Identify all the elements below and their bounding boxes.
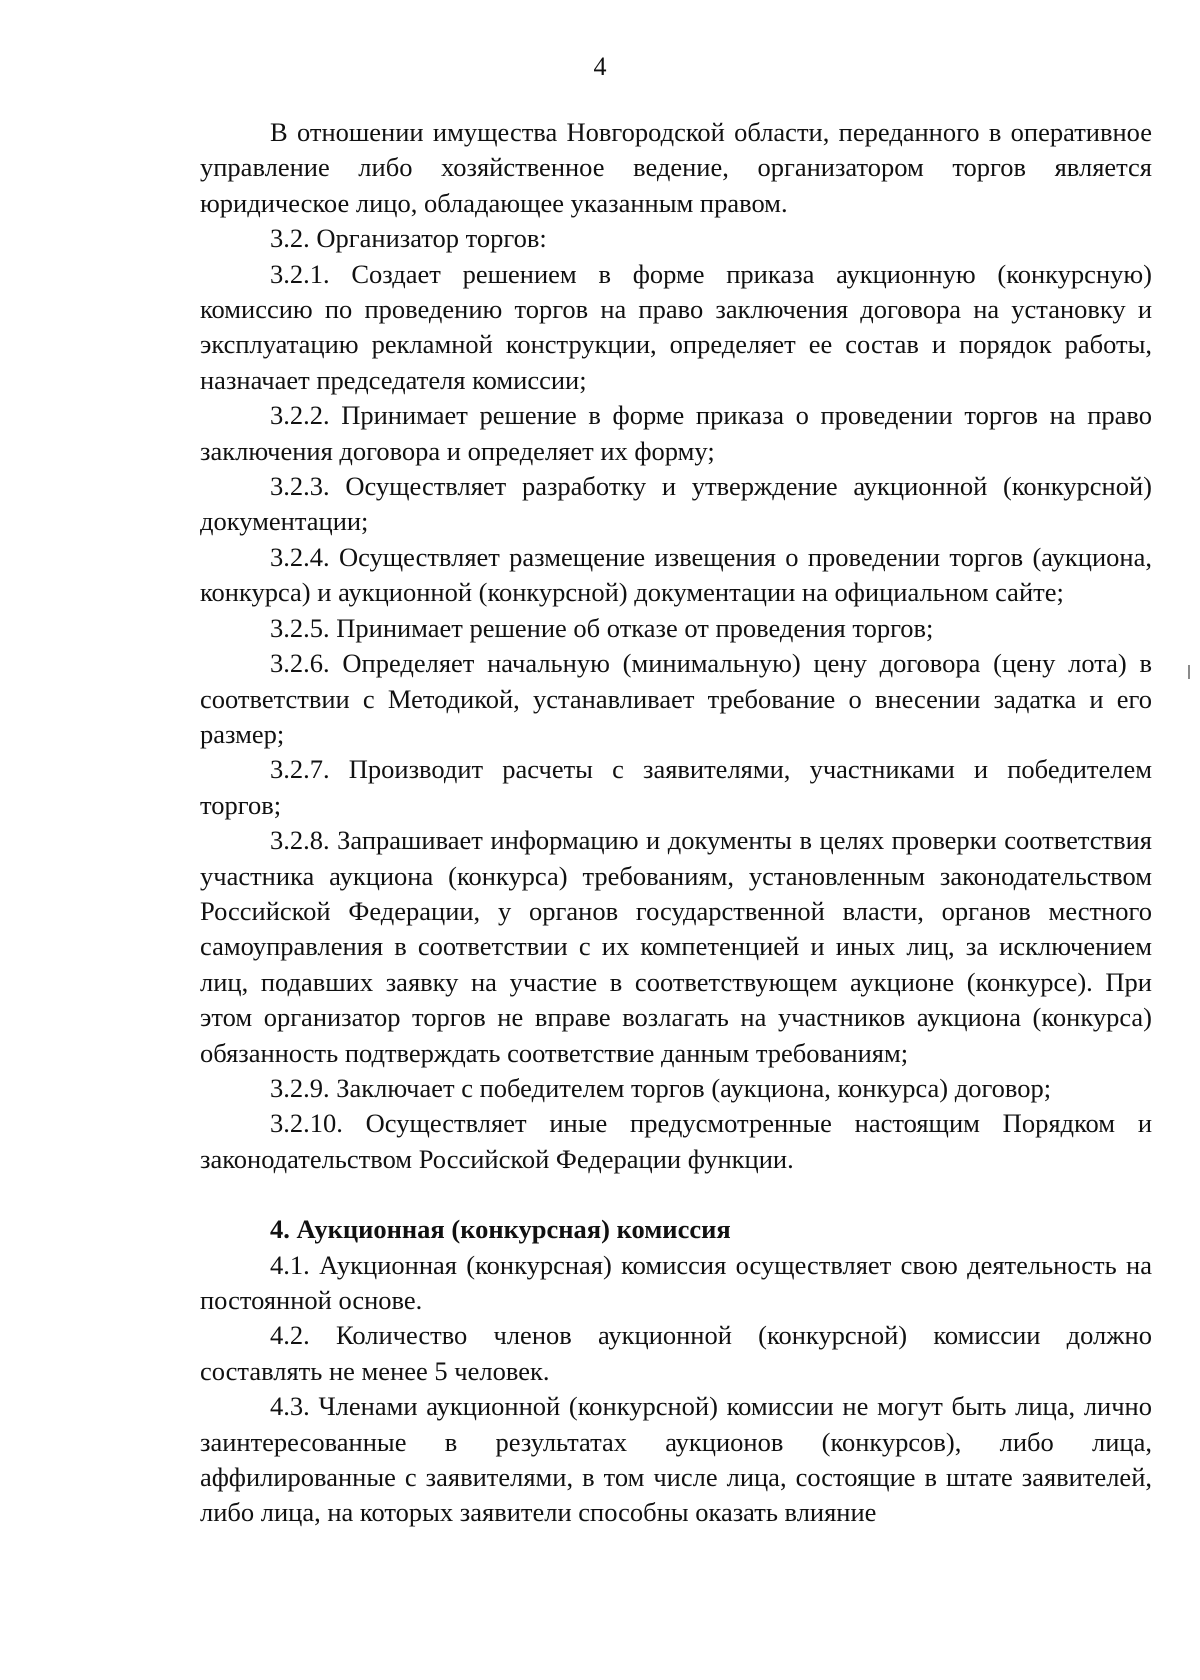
paragraph-3-2-6: 3.2.6. Определяет начальную (минимальную) цену договора (цену лота) в соответствии с Методикой, устанавливает требование о внесении задатка и его размер; <box>200 648 1152 749</box>
paragraph-3-2-8: 3.2.8. Запрашивает информацию и документы в целях проверки соответствия участника аукциона (конкурса) требованиям, установленным законодательством Российской Федерации, у органов государственной власти, органов местного самоуправления в соответствии с их компетенцией и иных лиц, за исключением лиц, подавших заявку на участие в соответствующем аукционе (конкурсе). При этом организатор торгов не вправе возлагать на участников аукциона (конкурса) обязанность подтверждать соответствие данным требованиям; <box>200 825 1152 1068</box>
paragraph-3-2-9: 3.2.9. Заключает с победителем торгов (аукциона, конкурса) договор; <box>270 1072 1052 1103</box>
paragraph-3-2-3: 3.2.3. Осуществляет разработку и утверждение аукционной (конкурсной) документации; <box>200 471 1152 537</box>
paragraph-4-2: 4.2. Количество членов аукционной (конкурсной) комиссии должно составлять не менее 5 человек. <box>200 1320 1152 1386</box>
paragraph-3-2-4: 3.2.4. Осуществляет размещение извещения о проведении торгов (аукциона, конкурса) и аукционной (конкурсной) документации на официальном сайте; <box>200 541 1152 608</box>
paragraph-intro: В отношении имущества Новгородской области, переданного в оперативное управление либо хозяйственное ведение, организатором торгов является юридическое лицо, обладающее указанным правом. <box>200 117 1152 218</box>
paragraph-4-3: 4.3. Членами аукционной (конкурсной) комиссии не могут быть лица, лично заинтересованные в результатах аукционов (конкурсов), либо лица, аффилированные с заявителями, в том числе лица, состоящие в штате заявителей, либо лица, на которых заявители способны оказать влияние <box>200 1391 1152 1528</box>
document-body <box>200 115 1152 1531</box>
paragraph-3-2-5: 3.2.5. Принимает решение об отказе от проведения торгов; <box>270 612 934 643</box>
paragraph-3-2-1: 3.2.1. Создает решением в форме приказа аукционную (конкурсную) комиссию по проведению торгов на право заключения договора на установку и эксплуатацию рекламной конструкции, определяет ее состав и порядок работы, назначает председателя комиссии; <box>200 258 1152 395</box>
paragraph-3-2-2: 3.2.2. Принимает решение в форме приказа о проведении торгов на право заключения договора и определяет их форму; <box>200 400 1152 466</box>
paragraph-3-2-10: 3.2.10. Осуществляет иные предусмотренные настоящим Порядком и законодательством Российской Федерации функции. <box>200 1108 1152 1174</box>
paragraph-3-2: 3.2. Организатор торгов: <box>270 223 547 254</box>
page-number: 4 <box>593 52 607 81</box>
paragraph-4-1: 4.1. Аукционная (конкурсная) комиссия осуществляет свою деятельность на постоянной основе. <box>200 1249 1152 1315</box>
section-heading: 4. Аукционная (конкурсная) комиссия <box>270 1214 731 1245</box>
scan-edge-mark <box>1188 665 1190 679</box>
paragraph-3-2-7: 3.2.7. Производит расчеты с заявителями, участниками и победителем торгов; <box>200 754 1152 820</box>
